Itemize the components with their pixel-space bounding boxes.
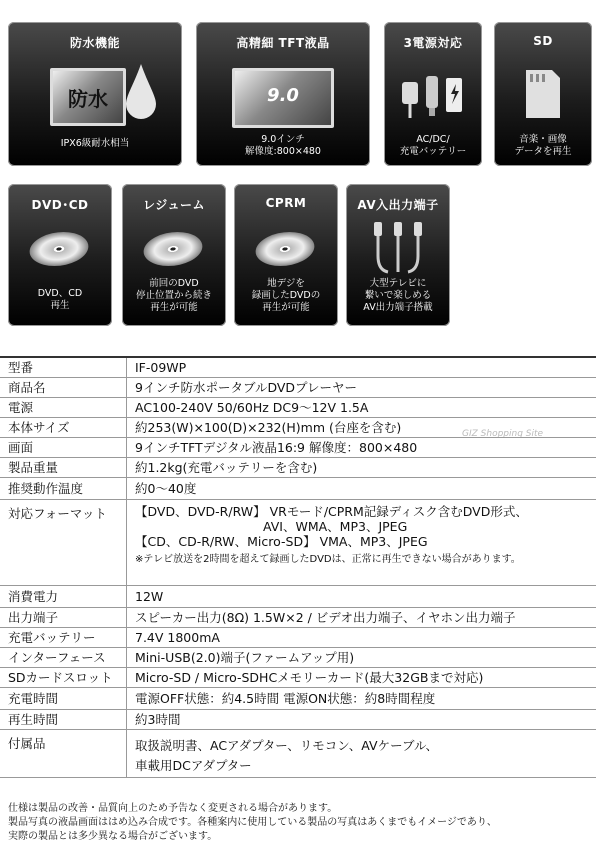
badge-text: 9.0 bbox=[267, 85, 299, 106]
table-row bbox=[0, 729, 596, 777]
feature-tile-tft bbox=[196, 22, 370, 166]
table-row bbox=[0, 585, 596, 607]
spec-key: 画面 bbox=[0, 437, 127, 457]
badge-frame bbox=[50, 68, 126, 126]
tile-title: 高精細 TFT液晶 bbox=[236, 36, 330, 50]
tile-caption: 9.0インチ 解像度:800×480 bbox=[245, 134, 321, 157]
disc-icon bbox=[139, 232, 206, 266]
tile-caption: 音楽・画像 データを再生 bbox=[514, 134, 572, 157]
feature-tile-av-io bbox=[346, 184, 450, 326]
spec-value: IF-09WP bbox=[127, 357, 597, 377]
feature-tile-sd bbox=[494, 22, 592, 166]
spec-value bbox=[127, 729, 597, 777]
sd-card-icon bbox=[522, 68, 562, 120]
spec-value: 約0～40度 bbox=[127, 477, 597, 499]
badge-text: 防水 bbox=[68, 87, 108, 111]
table-row bbox=[0, 607, 596, 627]
spec-value: 7.4V 1800mA bbox=[127, 627, 597, 647]
feature-tile-dvd-cd bbox=[8, 184, 112, 326]
table-row bbox=[0, 357, 596, 377]
power-adapters-icon bbox=[398, 64, 470, 124]
tile-title: 3電源対応 bbox=[403, 36, 463, 50]
footnote: 仕様は製品の改善・品質向上のため予告なく変更される場合があります。 製品写真の液晶画面ははめ込み合成です。各種案内に使用している製品の写真はあくまでもイメージであり、 実際の製品とは多少異なる場合がございます。 bbox=[8, 803, 497, 842]
spec-value: 9インチ防水ポータブルDVDプレーヤー bbox=[127, 377, 597, 397]
table-row bbox=[0, 477, 596, 499]
accessories-line-1: 取扱説明書、ACアダプター、リモコン、AVケーブル、 bbox=[135, 737, 438, 753]
disc-icon bbox=[251, 232, 318, 266]
spec-value: Mini-USB(2.0)端子(ファームアップ用) bbox=[127, 647, 597, 667]
spec-key: 出力端子 bbox=[0, 607, 127, 627]
spec-key: 消費電力 bbox=[0, 585, 127, 607]
table-row bbox=[0, 377, 596, 397]
tile-caption: IPX6級耐水相当 bbox=[60, 138, 130, 149]
screen-frame bbox=[232, 68, 334, 128]
rca-cable-icon bbox=[368, 220, 428, 274]
spec-value: Micro-SD / Micro-SDHCメモリーカード(最大32GBまで対応) bbox=[127, 667, 597, 687]
table-row bbox=[0, 687, 596, 709]
spec-value: 電源OFF状態：約4.5時間 電源ON状態：約8時間程度 bbox=[127, 687, 597, 709]
table-row bbox=[0, 627, 596, 647]
tile-caption: DVD、CD 再生 bbox=[37, 288, 83, 311]
spec-value: 約3時間 bbox=[127, 709, 597, 729]
tile-title: レジューム bbox=[143, 198, 205, 212]
disc-icon bbox=[25, 232, 92, 266]
feature-tile-power bbox=[384, 22, 482, 166]
spec-value: 12W bbox=[127, 585, 597, 607]
spec-key: 電源 bbox=[0, 397, 127, 417]
spec-key: 充電バッテリー bbox=[0, 627, 127, 647]
tile-title: AV入出力端子 bbox=[357, 198, 439, 212]
format-line-dvd: 【DVD、DVD-R/RW】 VRモード/CPRM記録ディスク含むDVD形式、 bbox=[135, 503, 528, 519]
spec-table bbox=[0, 356, 596, 778]
format-note: ※テレビ放送を2時間を超えて録画したDVDは、正常に再生できない場合があります。 bbox=[135, 553, 521, 565]
feature-tile-cprm bbox=[234, 184, 338, 326]
table-row bbox=[0, 397, 596, 417]
spec-key: 推奨動作温度 bbox=[0, 477, 127, 499]
table-row bbox=[0, 417, 596, 437]
spec-value: スピーカー出力(8Ω) 1.5W×2 / ビデオ出力端子、イヤホン出力端子 bbox=[127, 607, 597, 627]
spec-key: 型番 bbox=[0, 357, 127, 377]
spec-value: AC100-240V 50/60Hz DC9～12V 1.5A bbox=[127, 397, 597, 417]
table-row bbox=[0, 457, 596, 477]
spec-key: 対応フォーマット bbox=[0, 499, 127, 585]
tile-caption: AC/DC/ 充電バッテリー bbox=[399, 134, 467, 157]
spec-key: インターフェース bbox=[0, 647, 127, 667]
tile-caption: 前回のDVD 停止位置から続き 再生が可能 bbox=[135, 278, 212, 313]
tile-title: 防水機能 bbox=[69, 36, 120, 50]
spec-value: 9インチTFTデジタル液晶16:9 解像度：800×480 bbox=[127, 437, 597, 457]
tile-title: DVD･CD bbox=[31, 198, 89, 212]
spec-key: 本体サイズ bbox=[0, 417, 127, 437]
feature-tile-waterproof bbox=[8, 22, 182, 166]
accessories-line-2: 車載用DCアダプター bbox=[135, 757, 252, 773]
table-row bbox=[0, 437, 596, 457]
spec-value bbox=[127, 499, 597, 585]
spec-key: 再生時間 bbox=[0, 709, 127, 729]
tile-caption: 大型テレビに 繋いで楽しめる AV出力端子搭載 bbox=[363, 278, 433, 313]
tile-title: SD bbox=[533, 34, 553, 48]
spec-key: SDカードスロット bbox=[0, 667, 127, 687]
spec-key: 製品重量 bbox=[0, 457, 127, 477]
tile-caption: 地デジを 録画したDVDの 再生が可能 bbox=[251, 278, 321, 313]
table-row bbox=[0, 499, 596, 585]
spec-key: 充電時間 bbox=[0, 687, 127, 709]
spec-key: 付属品 bbox=[0, 729, 127, 777]
spec-value: 約1.2kg(充電バッテリーを含む) bbox=[127, 457, 597, 477]
watermark: GIZ Shopping Site bbox=[462, 429, 544, 439]
table-row bbox=[0, 709, 596, 729]
spec-value: 約253(W)×100(D)×232(H)mm (台座を含む) bbox=[127, 417, 597, 437]
table-row bbox=[0, 647, 596, 667]
format-line-dvd-extra: AVI、WMA、MP3、JPEG bbox=[263, 518, 408, 534]
feature-tile-resume bbox=[122, 184, 226, 326]
water-drop-icon bbox=[124, 62, 158, 120]
tile-title: CPRM bbox=[265, 196, 307, 210]
format-line-cd: 【CD、CD-R/RW、Micro-SD】 VMA、MP3、JPEG bbox=[135, 533, 428, 549]
table-row bbox=[0, 667, 596, 687]
spec-key: 商品名 bbox=[0, 377, 127, 397]
